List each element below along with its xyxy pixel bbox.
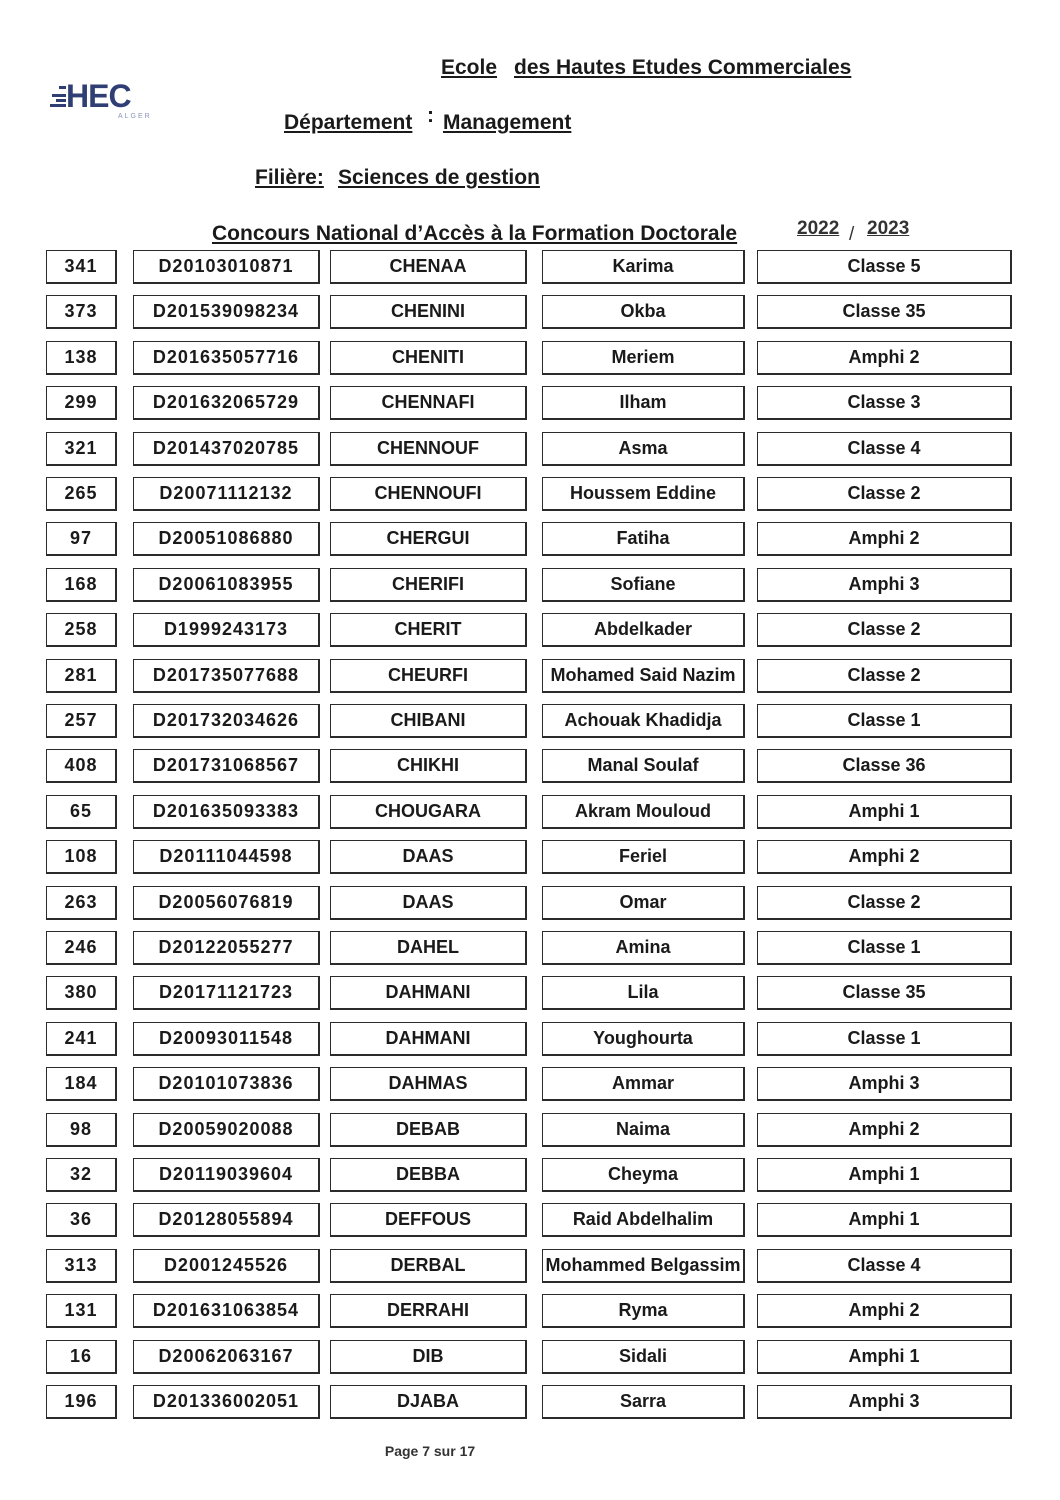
- svg-text:HEC: HEC: [66, 78, 131, 114]
- department-colon: :: [427, 104, 434, 127]
- cell-number: 373: [46, 295, 117, 329]
- contest-title: Concours National d’Accès à la Formation Doctorale: [212, 222, 738, 245]
- cell-candidate-id: D2001245526: [133, 1249, 320, 1283]
- cell-number: 36: [46, 1203, 117, 1237]
- cell-first-name: Ryma: [542, 1294, 745, 1328]
- cell-first-name: Feriel: [542, 840, 745, 874]
- cell-number: 16: [46, 1340, 117, 1374]
- svg-text:ALGER: ALGER: [118, 113, 152, 120]
- cell-number: 321: [46, 432, 117, 466]
- cell-first-name: Omar: [542, 886, 745, 920]
- cell-first-name: Mohamed Said Nazim: [542, 659, 745, 693]
- cell-first-name: Ammar: [542, 1067, 745, 1101]
- cell-last-name: CHENNOUFI: [330, 477, 527, 511]
- cell-last-name: DERBAL: [330, 1249, 527, 1283]
- cell-candidate-id: D201631063854: [133, 1294, 320, 1328]
- cell-candidate-id: D20119039604: [133, 1158, 320, 1192]
- page-number: Page 7 sur 17: [384, 1443, 476, 1459]
- cell-number: 184: [46, 1067, 117, 1101]
- cell-first-name: Akram Mouloud: [542, 795, 745, 829]
- cell-room: Amphi 1: [757, 1203, 1012, 1237]
- cell-candidate-id: D201437020785: [133, 432, 320, 466]
- cell-last-name: CHIKHI: [330, 749, 527, 783]
- cell-candidate-id: D20103010871: [133, 250, 320, 284]
- cell-first-name: Youghourta: [542, 1022, 745, 1056]
- school-name: des Hautes Etudes Commerciales: [514, 56, 852, 79]
- cell-last-name: CHIBANI: [330, 704, 527, 738]
- cell-candidate-id: D20101073836: [133, 1067, 320, 1101]
- cell-room: Amphi 2: [757, 840, 1012, 874]
- cell-last-name: CHENNOUF: [330, 432, 527, 466]
- cell-last-name: DERRAHI: [330, 1294, 527, 1328]
- cell-number: 196: [46, 1385, 117, 1419]
- cell-first-name: Sarra: [542, 1385, 745, 1419]
- cell-number: 168: [46, 568, 117, 602]
- cell-room: Classe 1: [757, 1022, 1012, 1056]
- cell-first-name: Karima: [542, 250, 745, 284]
- cell-first-name: Amina: [542, 931, 745, 965]
- cell-room: Classe 2: [757, 886, 1012, 920]
- cell-candidate-id: D20056076819: [133, 886, 320, 920]
- cell-first-name: Cheyma: [542, 1158, 745, 1192]
- cell-number: 246: [46, 931, 117, 965]
- cell-last-name: CHERIT: [330, 613, 527, 647]
- cell-candidate-id: D20122055277: [133, 931, 320, 965]
- cell-number: 341: [46, 250, 117, 284]
- cell-candidate-id: D201336002051: [133, 1385, 320, 1419]
- cell-last-name: CHENITI: [330, 341, 527, 375]
- cell-room: Classe 5: [757, 250, 1012, 284]
- cell-last-name: DJABA: [330, 1385, 527, 1419]
- cell-room: Amphi 2: [757, 522, 1012, 556]
- cell-last-name: CHENAA: [330, 250, 527, 284]
- cell-number: 263: [46, 886, 117, 920]
- cell-last-name: CHERIFI: [330, 568, 527, 602]
- department-value: Management: [443, 111, 572, 134]
- cell-room: Amphi 1: [757, 1158, 1012, 1192]
- cell-candidate-id: D20059020088: [133, 1113, 320, 1147]
- cell-candidate-id: D20071112132: [133, 477, 320, 511]
- cell-first-name: Fatiha: [542, 522, 745, 556]
- cell-number: 97: [46, 522, 117, 556]
- cell-last-name: DAAS: [330, 886, 527, 920]
- cell-room: Amphi 2: [757, 341, 1012, 375]
- cell-last-name: CHENNAFI: [330, 386, 527, 420]
- cell-candidate-id: D20128055894: [133, 1203, 320, 1237]
- cell-candidate-id: D20061083955: [133, 568, 320, 602]
- cell-room: Amphi 2: [757, 1294, 1012, 1328]
- cell-first-name: Lila: [542, 976, 745, 1010]
- cell-candidate-id: D201731068567: [133, 749, 320, 783]
- cell-number: 98: [46, 1113, 117, 1147]
- cell-first-name: Manal Soulaf: [542, 749, 745, 783]
- cell-first-name: Okba: [542, 295, 745, 329]
- cell-room: Amphi 3: [757, 568, 1012, 602]
- cell-room: Classe 4: [757, 432, 1012, 466]
- cell-room: Classe 35: [757, 295, 1012, 329]
- school-label: Ecole: [441, 56, 498, 79]
- cell-room: Classe 1: [757, 931, 1012, 965]
- cell-candidate-id: D20171121723: [133, 976, 320, 1010]
- cell-room: Classe 4: [757, 1249, 1012, 1283]
- cell-number: 408: [46, 749, 117, 783]
- cell-number: 138: [46, 341, 117, 375]
- year-end: 2023: [867, 218, 910, 239]
- cell-candidate-id: D1999243173: [133, 613, 320, 647]
- year-start: 2022: [797, 218, 840, 239]
- cell-candidate-id: D201635057716: [133, 341, 320, 375]
- cell-first-name: Naima: [542, 1113, 745, 1147]
- cell-number: 32: [46, 1158, 117, 1192]
- cell-first-name: Achouak Khadidja: [542, 704, 745, 738]
- field-value: Sciences de gestion: [338, 166, 540, 189]
- cell-first-name: Asma: [542, 432, 745, 466]
- cell-room: Amphi 1: [757, 1340, 1012, 1374]
- cell-room: Amphi 3: [757, 1067, 1012, 1101]
- cell-number: 257: [46, 704, 117, 738]
- cell-candidate-id: D201732034626: [133, 704, 320, 738]
- cell-first-name: Sidali: [542, 1340, 745, 1374]
- cell-room: Amphi 3: [757, 1385, 1012, 1419]
- field-label: Filière:: [255, 166, 324, 189]
- cell-first-name: Houssem Eddine: [542, 477, 745, 511]
- cell-candidate-id: D20111044598: [133, 840, 320, 874]
- cell-number: 380: [46, 976, 117, 1010]
- year-separator: /: [849, 224, 855, 245]
- cell-room: Amphi 1: [757, 795, 1012, 829]
- cell-last-name: DAHMAS: [330, 1067, 527, 1101]
- cell-candidate-id: D20062063167: [133, 1340, 320, 1374]
- cell-last-name: CHEURFI: [330, 659, 527, 693]
- cell-last-name: DEBBA: [330, 1158, 527, 1192]
- cell-number: 313: [46, 1249, 117, 1283]
- cell-first-name: Ilham: [542, 386, 745, 420]
- cell-room: Classe 35: [757, 976, 1012, 1010]
- cell-last-name: CHERGUI: [330, 522, 527, 556]
- cell-last-name: DEBAB: [330, 1113, 527, 1147]
- cell-number: 299: [46, 386, 117, 420]
- cell-last-name: DIB: [330, 1340, 527, 1374]
- cell-candidate-id: D201735077688: [133, 659, 320, 693]
- cell-last-name: DAHEL: [330, 931, 527, 965]
- cell-room: Classe 36: [757, 749, 1012, 783]
- cell-number: 108: [46, 840, 117, 874]
- cell-number: 65: [46, 795, 117, 829]
- department-label: Département: [284, 111, 413, 134]
- hec-logo: [50, 72, 170, 120]
- cell-first-name: Raid Abdelhalim: [542, 1203, 745, 1237]
- cell-first-name: Sofiane: [542, 568, 745, 602]
- cell-room: Classe 2: [757, 477, 1012, 511]
- cell-candidate-id: D201635093383: [133, 795, 320, 829]
- cell-room: Amphi 2: [757, 1113, 1012, 1147]
- cell-room: Classe 2: [757, 613, 1012, 647]
- cell-last-name: DAHMANI: [330, 976, 527, 1010]
- cell-first-name: Meriem: [542, 341, 745, 375]
- cell-room: Classe 1: [757, 704, 1012, 738]
- cell-candidate-id: D20093011548: [133, 1022, 320, 1056]
- cell-first-name: Mohammed Belgassim: [542, 1249, 745, 1283]
- cell-last-name: DAHMANI: [330, 1022, 527, 1056]
- cell-number: 241: [46, 1022, 117, 1056]
- cell-candidate-id: D201632065729: [133, 386, 320, 420]
- cell-candidate-id: D201539098234: [133, 295, 320, 329]
- cell-last-name: DAAS: [330, 840, 527, 874]
- cell-room: Classe 2: [757, 659, 1012, 693]
- cell-number: 258: [46, 613, 117, 647]
- cell-first-name: Abdelkader: [542, 613, 745, 647]
- cell-last-name: CHOUGARA: [330, 795, 527, 829]
- cell-candidate-id: D20051086880: [133, 522, 320, 556]
- cell-last-name: CHENINI: [330, 295, 527, 329]
- cell-number: 281: [46, 659, 117, 693]
- cell-room: Classe 3: [757, 386, 1012, 420]
- cell-last-name: DEFFOUS: [330, 1203, 527, 1237]
- cell-number: 265: [46, 477, 117, 511]
- cell-number: 131: [46, 1294, 117, 1328]
